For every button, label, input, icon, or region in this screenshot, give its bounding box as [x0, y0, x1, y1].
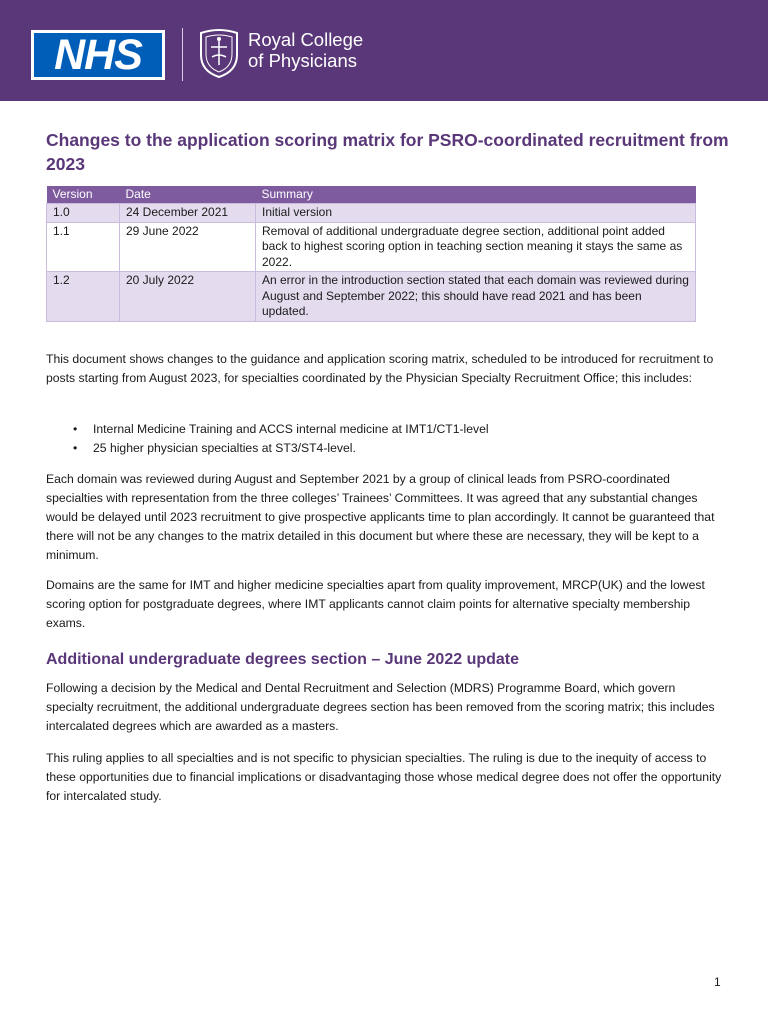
column-header-summary: Summary [256, 186, 696, 204]
rcp-wordmark [248, 29, 363, 71]
specialty-list [46, 420, 489, 458]
cell-summary: Initial version [256, 204, 696, 223]
intro-paragraph: This document shows changes to the guidance and application scoring matrix, scheduled to be introduced for recruitment to posts starting from August 2023, for specialties coordinated by the Physician Specialty Recruitment Office; this includes: [46, 352, 714, 385]
rcp-crest-icon [197, 27, 241, 79]
cell-date: 20 July 2022 [120, 272, 256, 322]
table-row [47, 272, 696, 322]
rcp-line-1: Royal College [248, 29, 364, 50]
header-banner [0, 0, 768, 101]
logo-divider [182, 28, 183, 81]
cell-summary: Removal of additional undergraduate degree section, additional point added back to highest scoring option in teaching section meaning it stays the same as 2022. [256, 222, 696, 272]
page-number: 1 [714, 975, 721, 989]
cell-version: 1.0 [47, 204, 120, 223]
nhs-logo [31, 30, 165, 80]
table-header-row [47, 186, 696, 204]
table-row [47, 222, 696, 272]
list-item-text: Internal Medicine Training and ACCS internal medicine at IMT1/CT1-level [93, 422, 489, 436]
nhs-logo-text: NHS [34, 33, 162, 77]
version-history-table [46, 186, 696, 322]
list-item [46, 439, 489, 458]
bullet-glyph: • [73, 422, 78, 436]
domains-paragraph: Domains are the same for IMT and higher medicine specialties apart from quality improvement, MRCP(UK) and the lowest scoring option for postgraduate degrees, where IMT applicants cannot claim points for alternative specialty membership exams. [46, 578, 705, 630]
cell-summary: An error in the introduction section stated that each domain was reviewed during August and September 2022; this should have read 2021 and has been updated. [256, 272, 696, 322]
table-row [47, 204, 696, 223]
cell-date: 29 June 2022 [120, 222, 256, 272]
section-paragraph-2: This ruling applies to all specialties and is not specific to physician specialties. The ruling is due to the inequity of access to these opportunities due to financial implications or disadvantaging those whose medical degree does not offer the opportunity for intercalated study. [46, 751, 722, 803]
column-header-version: Version [47, 186, 120, 204]
column-header-date: Date [120, 186, 256, 204]
cell-version: 1.2 [47, 272, 120, 322]
list-item [46, 420, 489, 439]
cell-version: 1.1 [47, 222, 120, 272]
document-title: Changes to the application scoring matrix for PSRO-coordinated recruitment from 2023 [46, 130, 729, 174]
section-heading: Additional undergraduate degrees section – June 2022 update [46, 651, 520, 668]
section-paragraph-1: Following a decision by the Medical and Dental Recruitment and Selection (MDRS) Programme Board, which govern specialty recruitment, the additional undergraduate degrees section has been removed from the scoring matrix; this includes intercalated degrees which are awarded as a masters. [46, 681, 715, 733]
review-paragraph: Each domain was reviewed during August and September 2021 by a group of clinical leads from PSRO-coordinated specialties with representation from the three colleges’ Trainees’ Committees. It was agreed that any substantial changes would be delayed until 2023 recruitment to give prospective applicants time to plan accordingly. It cannot be guaranteed that there will not be any changes to the matrix detailed in this document but where these are necessary, they will be kept to a minimum. [46, 472, 715, 562]
cell-date: 24 December 2021 [120, 204, 256, 223]
list-item-text: 25 higher physician specialties at ST3/ST4-level. [93, 441, 356, 455]
bullet-glyph: • [73, 441, 78, 455]
rcp-line-2: of Physicians [248, 50, 357, 71]
